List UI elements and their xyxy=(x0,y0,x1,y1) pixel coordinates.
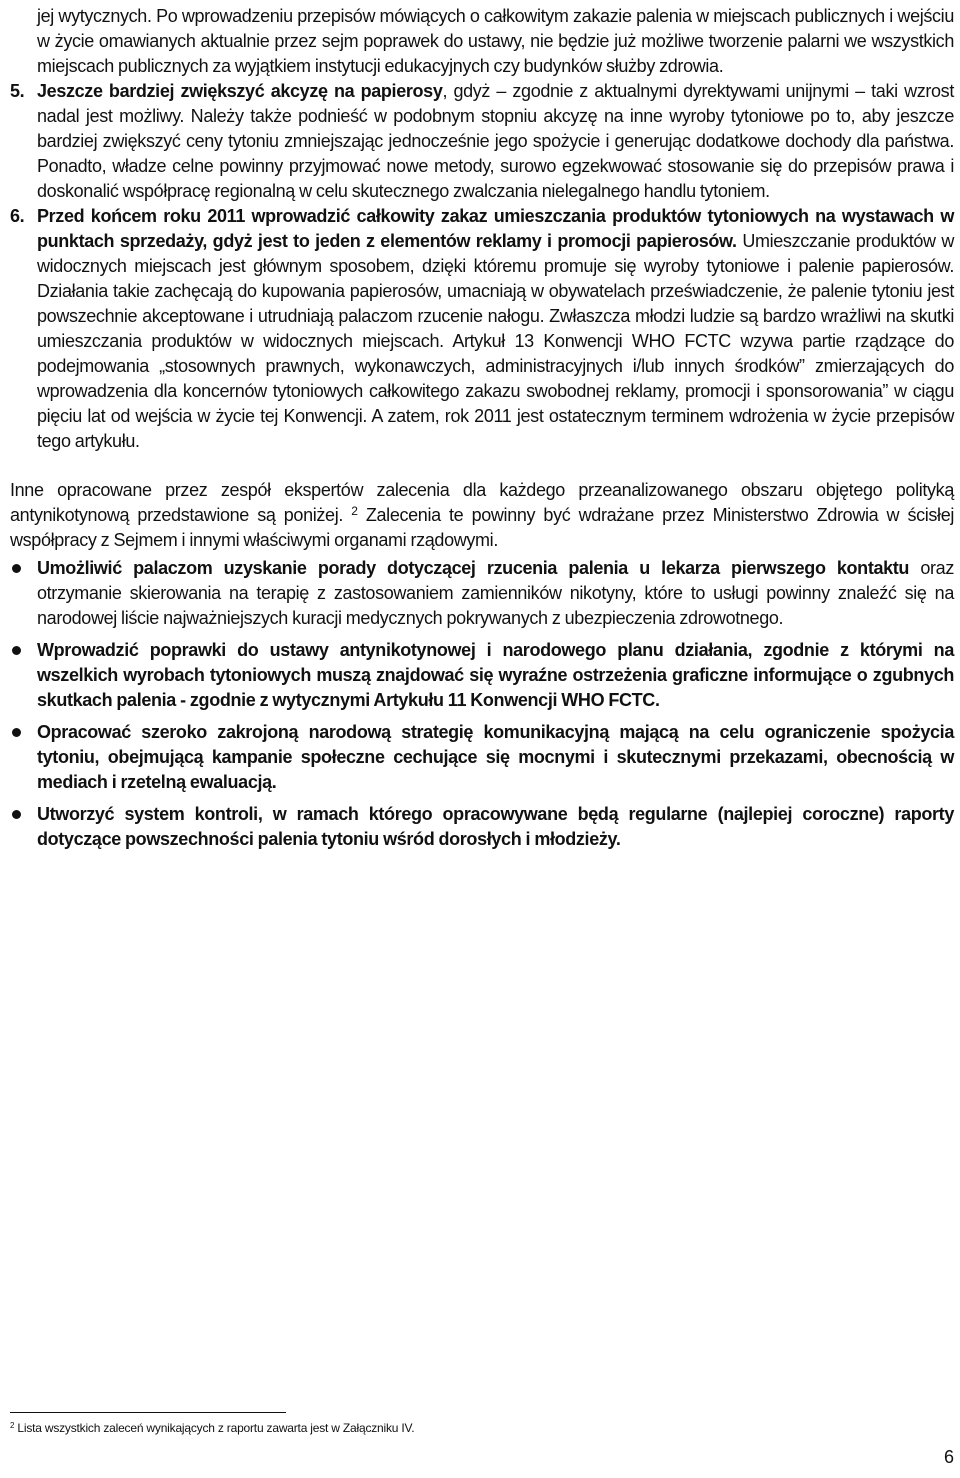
bullet-item xyxy=(10,556,954,631)
numbered-recommendations xyxy=(10,79,954,454)
recommendations-intro-text-2: Zalecenia te powinny być wdrażane przez Ministerstwo Zdrowia w ścisłej współpracy z Sejmem i innymi właściwymi organami rządowymi. xyxy=(10,505,955,550)
bullet-item xyxy=(10,638,954,713)
item-lead-bold: Jeszcze bardziej zwiększyć akcyzę na papierosy xyxy=(37,81,443,101)
item-body-text: Należy także podnieść w podobnym stopniu akcyzę na inne wyroby tytoniowe po to, aby jeszcze bardziej zwiększyć ceny tytoniu zmniejszając jednocześnie jego spożycie i generując dodatkowe dochody dla państwa. Ponadto, władze celne powinny przyjmować nowe metody, surowo egzekwować stosowanie się do przepisów prawa i doskonalić współpracę regionalną w celu skutecznego zwalczania nielegalnego handlu tytoniem. xyxy=(37,106,954,201)
footnote-text: Lista wszystkich zaleceń wynikających z raportu zawarta jest w Załączniku IV. xyxy=(14,1421,415,1435)
item-number: 6. xyxy=(10,206,25,226)
bullet-bold-text: Utworzyć system kontroli, w ramach którego opracowywane będą regularne (najlepiej coroczne) raporty dotyczące powszechności palenia tytoniu wśród dorosłych i młodzieży. xyxy=(37,804,954,849)
recommendations-intro xyxy=(10,478,954,553)
footnote xyxy=(10,1420,414,1436)
recommendations-intro-text: Inne opracowane przez zespół ekspertów zalecenia dla każdego przeanalizowanego obszaru objętego polityką antynikotynową przedstawione są poniżej. xyxy=(10,480,954,525)
page-content xyxy=(10,4,954,859)
numbered-item-6 xyxy=(10,204,954,454)
numbered-item-5 xyxy=(10,79,954,204)
bullet-icon xyxy=(12,810,21,819)
item-lead-bold: Przed końcem roku 2011 wprowadzić całkowity zakaz umieszczania produktów tytoniowych na wystawach w punktach sprzedaży, gdyż jest to jeden z elementów reklamy i promocji papierosów. xyxy=(37,206,954,251)
bullet-list xyxy=(10,556,954,852)
footnote-divider xyxy=(10,1412,286,1413)
bullet-bold-text: Wprowadzić poprawki do ustawy antynikotynowej i narodowego planu działania, zgodnie z którymi na wszelkich wyrobach tytoniowych muszą znajdować się wyraźne ostrzeżenia graficzne informujące o zgubnych skutkach palenia - zgodnie z wytycznymi Artykułu 11 Konwencji WHO FCTC. xyxy=(37,640,954,710)
bullet-icon xyxy=(12,564,21,573)
bullet-item xyxy=(10,802,954,852)
bullet-bold-text: Opracować szeroko zakrojoną narodową strategię komunikacyjną mającą na celu ograniczenie spożycia tytoniu, obejmującą kampanie społeczne cechujące się mocnymi i skutecznymi przekazami, obecnością w mediach i rzetelną ewaluacją. xyxy=(37,722,954,792)
item-body-text: Umieszczanie produktów w widocznych miejscach jest głównym sposobem, dzięki któremu promuje się wyroby tytoniowe i palenie papierosów. Działania takie zachęcają do kupowania papierosów, umacniają w obywatelach przeświadczenie, że palenie tytoniu jest powszechnie akceptowane i utrudniają palaczom rzucenie nałogu. Zwłaszcza młodzi ludzie są bardzo wrażliwi na skutki umieszczania produktów w widocznych miejscach. Artykuł 13 Konwencji WHO FCTC wzywa partie rządzące do podejmowania „stosownych prawnych, wykonawczych, administracyjnych i/lub innych środków” zmierzających do wprowadzenia dla koncernów tytoniowych całkowitego zakazu swobodnej reklamy, promocji i sponsorowania” w ciągu pięciu lat od wejścia w życie tej Konwencji. A zatem, rok 2011 jest ostatecznym terminem wdrożenia w życie przepisów tego artykułu. xyxy=(37,231,954,451)
page-number: 6 xyxy=(943,1447,954,1467)
continued-paragraph: jej wytycznych. Po wprowadzeniu przepisów mówiących o całkowitym zakazie palenia w miejscach publicznych i wejściu w życie omawianych aktualnie przez sejm poprawek do ustawy, nie będzie już możliwe tworzenie palarni we wszystkich miejscach publicznych za wyjątkiem instytucji edukacyjnych czy budynków służby zdrowia. xyxy=(37,6,954,76)
bullet-text: oraz otrzymanie skierowania na terapię z zastosowaniem zamienników nikotyny, które to usługi powinny znaleźć się na narodowej liście najważniejszych kuracji medycznych pokrywanych z ubezpieczenia zdrowotnego. xyxy=(37,558,954,628)
footnote-marker: 2 xyxy=(10,1421,15,1430)
bullet-icon xyxy=(12,646,21,655)
bullet-bold-text: Umożliwić palaczom uzyskanie porady dotyczącej rzucenia palenia u lekarza pierwszego kontaktu xyxy=(37,558,910,578)
item-number: 5. xyxy=(10,81,25,101)
footnote-reference: 2 xyxy=(351,504,358,518)
item-mid-text: , gdyż – zgodnie z aktualnymi dyrektywami unijnymi – taki wzrost nadal jest możliwy. xyxy=(37,81,954,126)
bullet-item xyxy=(10,720,954,795)
bullet-icon xyxy=(12,728,21,737)
